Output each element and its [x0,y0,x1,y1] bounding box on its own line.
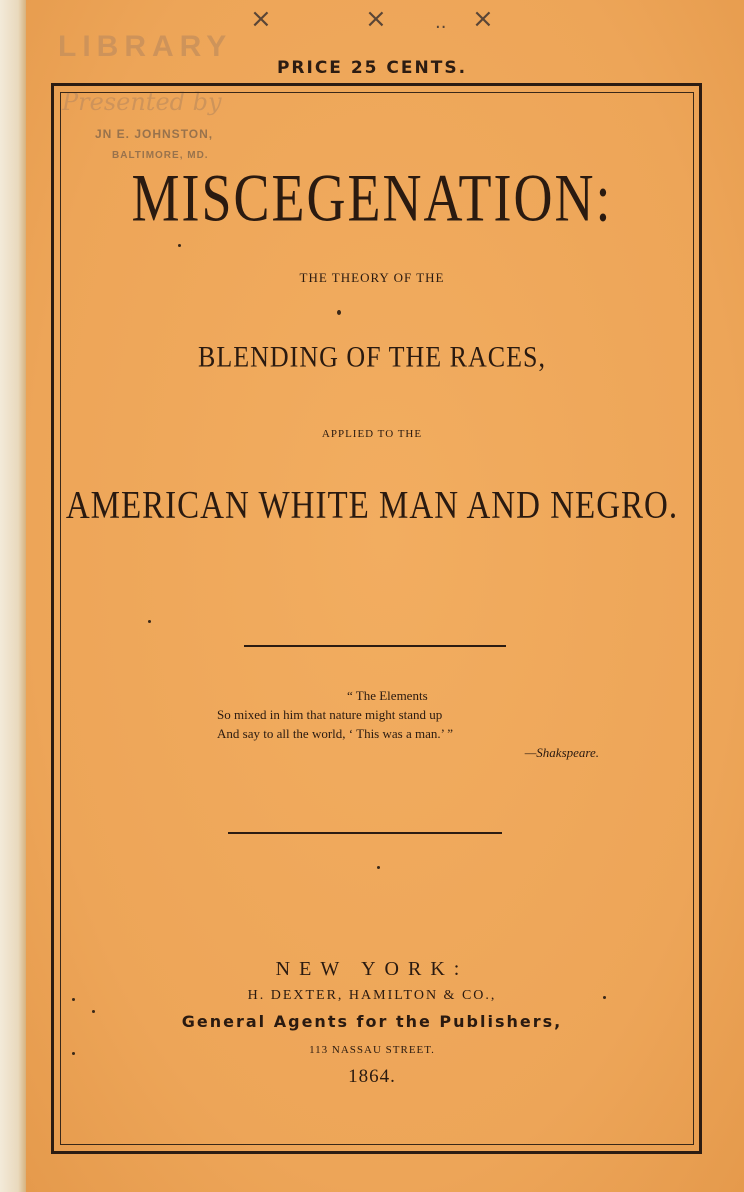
mark-dots: .. [435,12,447,33]
subtitle-line-4: AMERICAN WHITE MAN AND NEGRO. [65,484,679,528]
mark-x-1: × [250,4,272,34]
publisher-city: NEW YORK: [275,958,469,980]
subtitle-line-2: BLENDING OF THE RACES, [198,340,546,374]
price-line: PRICE 25 CENTS. [276,58,468,78]
paper-speck [92,1010,95,1013]
handwritten-marks [250,4,510,34]
epigraph-line-2: So mixed in him that nature might stand up [217,707,443,722]
subtitle-line-1: THE THEORY OF THE [299,270,445,285]
epigraph-attribution: —Shakspeare. [524,745,599,760]
epigraph-line-3: And say to all the world, ‘ This was a man.’ ” [217,726,453,741]
paper-speck [72,998,75,1001]
paper-speck [377,866,380,869]
donor-city-stamp: BALTIMORE, MD. [112,150,209,161]
page-title: MISCEGENATION: [131,160,613,236]
paper-speck [337,310,341,315]
publisher-name: H. DEXTER, HAMILTON & CO., [247,988,497,1003]
presented-by-stamp: Presented by [62,88,222,116]
mark-x-2: × [365,4,387,34]
library-stamp: LIBRARY [58,30,233,63]
publication-year: 1864. [348,1066,396,1087]
epigraph-line-1: “ The Elements [347,688,428,703]
donor-name-stamp: JN E. JOHNSTON, [95,127,214,141]
paper-speck [603,996,606,999]
divider-rule-bottom [228,832,502,834]
subtitle-line-3: APPLIED TO THE [321,428,423,440]
mark-x-3: × [472,4,494,34]
epigraph [217,686,617,762]
divider-rule-top [244,645,506,647]
paper-speck [72,1052,75,1055]
publisher-agents: General Agents for the Publishers, [181,1012,563,1031]
paper-speck [148,620,151,623]
paper-speck [178,244,181,247]
publisher-address: 113 NASSAU STREET. [309,1044,435,1056]
